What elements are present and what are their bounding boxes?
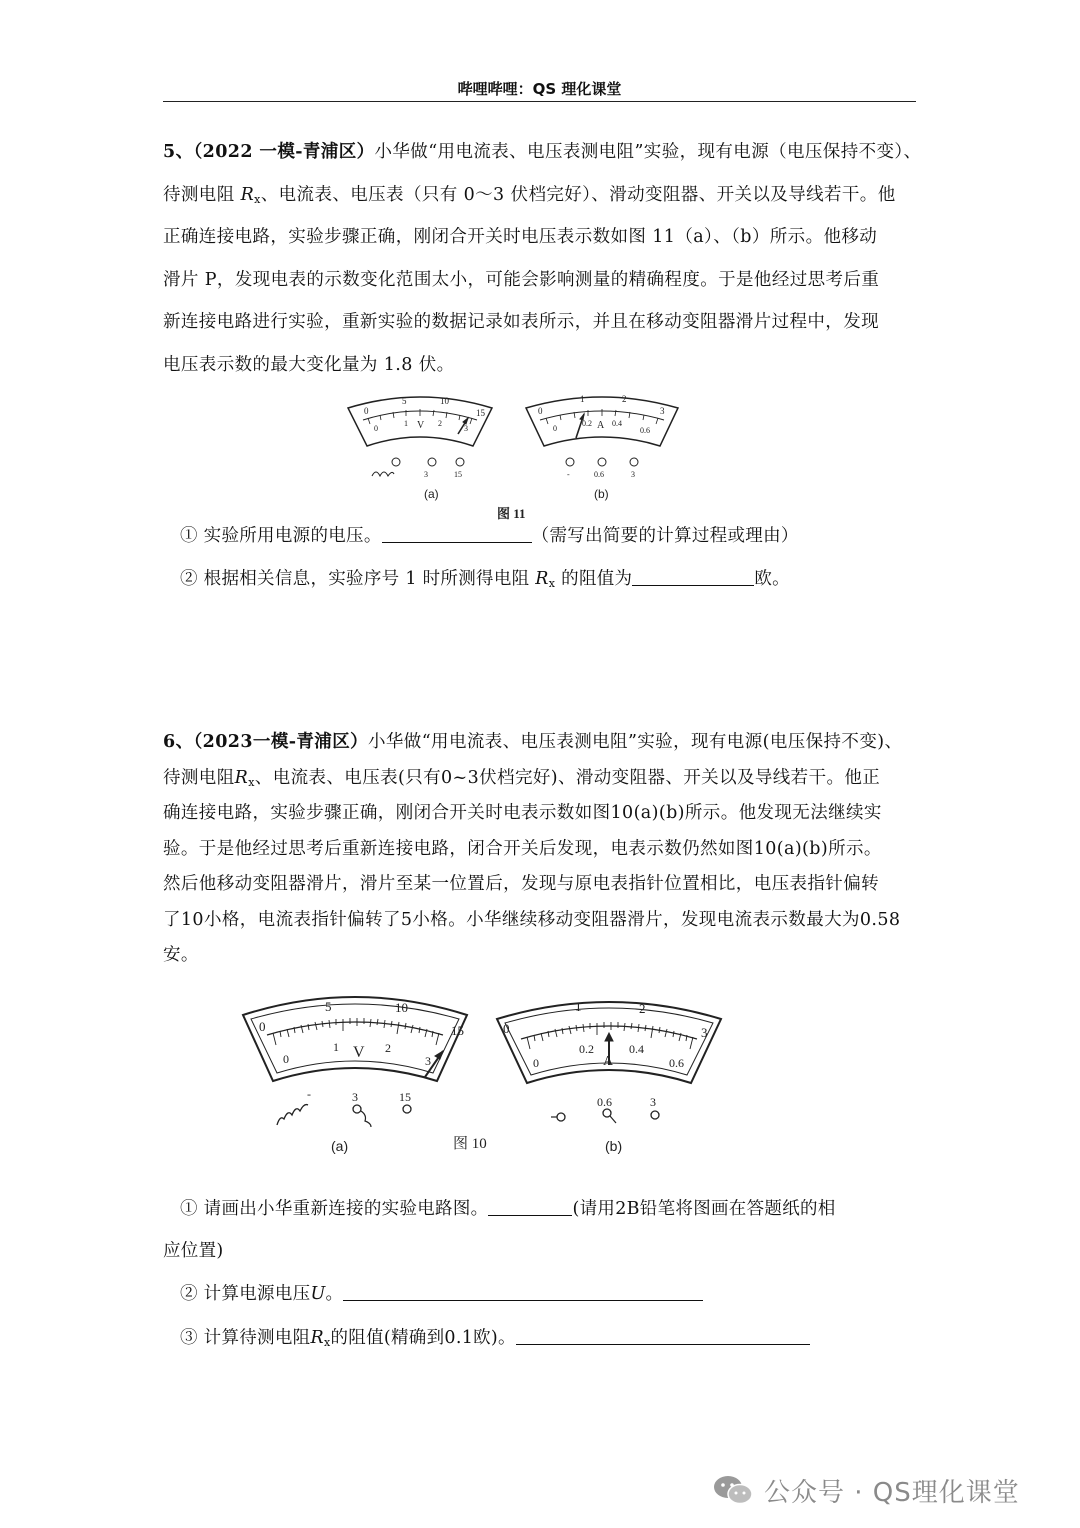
q6-line-5: 然后他移动变阻器滑片，滑片至某一位置后，发现与原电表指针位置相比，电压表指针偏转 bbox=[163, 874, 879, 894]
q5-text-1: 小华做“用电流表、电压表测电阻”实验，现有电源（电压保持不变）、 bbox=[374, 142, 922, 162]
q6-line-6: 了10小格，电流表指针偏转了5小格。小华继续移动变阻器滑片，发现电流表示数最大为0.58 bbox=[163, 909, 901, 930]
a-b-bot-02: 0.2 bbox=[582, 419, 592, 428]
watermark-text: 公众号 · QS理化课堂 bbox=[764, 1477, 1020, 1508]
q5-sub2-x: x bbox=[548, 577, 556, 590]
v-a-bot-1: 1 bbox=[404, 419, 408, 428]
v-a-term-15: 15 bbox=[454, 470, 462, 479]
q6-text-2b: 、电流表、电压表(只有0~3伏档完好)、滑动变阻器、开关以及导线若干。他正 bbox=[254, 767, 881, 788]
v-symbol: V bbox=[353, 1044, 365, 1061]
v-a-top-10: 10 bbox=[440, 396, 449, 406]
q6-sub2-blank[interactable] bbox=[343, 1284, 703, 1301]
a-term-06: 0.6 bbox=[597, 1095, 612, 1109]
fig11-a-label: (a) bbox=[424, 487, 439, 501]
q6-line-3: 确连接电路，实验步骤正确，刚闭合开关时电表示数如图10(a)(b)所示。他发现无法继续实 bbox=[163, 803, 882, 823]
v-top-15: 15 bbox=[451, 1023, 464, 1038]
q5-sub2 bbox=[180, 565, 790, 590]
q5-rx-subscript: x bbox=[254, 192, 261, 206]
v-a-bot-3: 3 bbox=[464, 424, 468, 433]
a-b-top-2: 2 bbox=[622, 394, 627, 404]
voltmeter-a bbox=[243, 997, 467, 1154]
q6-rx-subscript: x bbox=[248, 775, 255, 789]
q6-sub3-blank[interactable] bbox=[516, 1328, 810, 1345]
q6-stem bbox=[163, 725, 918, 974]
q5-sub2-text: ② 根据相关信息，实验序号 1 时所测得电阻 bbox=[180, 569, 536, 589]
v-a-top-15: 15 bbox=[476, 408, 485, 418]
q6-sub1-text: ① 请画出小华重新连接的实验电路图。 bbox=[180, 1199, 489, 1219]
a-b-term-neg: - bbox=[567, 470, 570, 479]
q5-sub2-mid: 的阻值为 bbox=[555, 569, 633, 589]
a-b-term-3: 3 bbox=[631, 470, 635, 479]
v-top-0: 0 bbox=[259, 1019, 266, 1034]
q5-sub2-suffix: 欧。 bbox=[754, 569, 790, 589]
v-bot-3: 3 bbox=[425, 1054, 431, 1068]
q6-text-1: 小华做“用电流表、电压表测电阻”实验，现有电源(电压保持不变)、 bbox=[368, 732, 903, 752]
a-symbol: A bbox=[603, 1054, 614, 1069]
q6-sub2-u: U bbox=[310, 1284, 326, 1304]
q5-sub1-text: ① 实验所用电源的电压。 bbox=[180, 526, 382, 546]
a-b-symbol: A bbox=[597, 420, 605, 431]
voltmeter-a bbox=[348, 396, 492, 501]
ammeter-b bbox=[497, 999, 721, 1154]
fig10-b-label: (b) bbox=[605, 1138, 623, 1154]
q5-number: 5、（2022 一模-青浦区） bbox=[163, 142, 375, 162]
a-b-top-3: 3 bbox=[660, 406, 665, 416]
q6-line-7: 安。 bbox=[163, 945, 199, 965]
q6-text-2a: 待测电阻 bbox=[163, 767, 235, 788]
q6-line-2 bbox=[163, 761, 918, 797]
q6-sub1 bbox=[180, 1195, 836, 1220]
q6-sub1-cont: 应位置) bbox=[163, 1241, 224, 1261]
a-term-3: 3 bbox=[650, 1095, 656, 1109]
figure-11 bbox=[340, 388, 690, 523]
q6-sub3 bbox=[180, 1324, 810, 1349]
a-top-0: 0 bbox=[503, 1021, 510, 1036]
a-top-1: 1 bbox=[575, 999, 582, 1014]
v-a-top-0: 0 bbox=[364, 406, 369, 416]
figure-10 bbox=[235, 985, 735, 1155]
q6-sub2 bbox=[180, 1280, 703, 1305]
v-bot-2: 2 bbox=[385, 1041, 391, 1055]
q6-sub3-text: ③ 计算待测电阻 bbox=[180, 1328, 311, 1348]
q5-line-1 bbox=[163, 131, 922, 174]
v-term-3: 3 bbox=[352, 1090, 358, 1104]
v-top-5: 5 bbox=[325, 999, 332, 1014]
q5-sub2-blank[interactable] bbox=[632, 569, 754, 586]
q5-line-2 bbox=[163, 174, 918, 217]
q5-line-3: 正确连接电路，实验步骤正确，刚闭合开关时电压表示数如图 11（a）、（b）所示。他移动 bbox=[163, 227, 878, 247]
a-bot-04: 0.4 bbox=[629, 1042, 644, 1056]
q6-number: 6、（2023一模-青浦区） bbox=[163, 732, 368, 752]
a-b-term-06: 0.6 bbox=[594, 470, 604, 479]
q6-line-1 bbox=[163, 725, 918, 761]
q6-sub2-suffix: 。 bbox=[325, 1284, 344, 1304]
q5-stem bbox=[163, 131, 922, 386]
v-term-neg: - bbox=[307, 1087, 311, 1101]
a-bot-06: 0.6 bbox=[669, 1056, 684, 1070]
fig10-caption: 图 10 bbox=[453, 1136, 487, 1152]
q5-sub1-suffix: （需写出简要的计算过程或理由） bbox=[531, 526, 799, 546]
q5-line-6: 电压表示数的最大变化量为 1.8 伏。 bbox=[163, 354, 455, 375]
v-top-10: 10 bbox=[395, 1000, 408, 1015]
a-b-top-1: 1 bbox=[580, 394, 585, 404]
v-a-top-5: 5 bbox=[402, 396, 407, 406]
q6-line-4: 验。于是他经过思考后重新连接电路，闭合开关后发现，电表示数仍然如图10(a)(b)所示。 bbox=[163, 838, 882, 859]
header-rule bbox=[163, 101, 916, 102]
v-bot-0: 0 bbox=[283, 1052, 289, 1066]
v-a-term-3: 3 bbox=[424, 470, 428, 479]
fig10-a-label: (a) bbox=[331, 1138, 349, 1154]
a-b-bot-04: 0.4 bbox=[612, 419, 622, 428]
q6-sub3-suffix: 的阻值(精确到0.1欧)。 bbox=[330, 1328, 516, 1348]
q5-sub1 bbox=[180, 522, 799, 547]
q5-line-4: 滑片 P，发现电表的示数变化范围太小，可能会影响测量的精确程度。于是他经过思考后重 bbox=[163, 269, 880, 290]
v-a-symbol: V bbox=[417, 420, 425, 431]
a-b-bot-0: 0 bbox=[553, 424, 557, 433]
q5-text-2b: 、电流表、电压表（只有 0～3 伏档完好）、滑动变阻器、开关以及导线若干。他 bbox=[260, 184, 896, 205]
q5-text-2a: 待测电阻 bbox=[163, 184, 241, 205]
fig11-caption: 图 11 bbox=[497, 506, 526, 521]
v-term-15: 15 bbox=[399, 1090, 411, 1104]
ammeter-b bbox=[526, 394, 678, 501]
q5-sub1-blank[interactable] bbox=[382, 526, 532, 543]
a-top-3: 3 bbox=[701, 1025, 708, 1040]
q6-sub3-r: R bbox=[310, 1328, 324, 1348]
a-b-top-0: 0 bbox=[538, 406, 543, 416]
a-b-bot-06: 0.6 bbox=[640, 426, 650, 435]
q6-sub1-suffix: (请用2B铅笔将图画在答题纸的相 bbox=[572, 1199, 836, 1219]
a-top-2: 2 bbox=[639, 1001, 646, 1016]
watermark bbox=[712, 1470, 1020, 1510]
page-header: 哔哩哔哩：QS 理化课堂 bbox=[457, 80, 622, 98]
q5-line-5: 新连接电路进行实验，重新实验的数据记录如表所示，并且在移动变阻器滑片过程中，发现 bbox=[163, 312, 879, 332]
a-bot-02: 0.2 bbox=[579, 1042, 594, 1056]
q6-rx-symbol: R bbox=[234, 767, 249, 788]
q6-sub2-text: ② 计算电源电压 bbox=[180, 1284, 311, 1304]
a-bot-0: 0 bbox=[533, 1056, 539, 1070]
q5-rx-symbol: R bbox=[240, 184, 255, 205]
fig11-b-label: (b) bbox=[594, 487, 609, 501]
v-a-bot-0: 0 bbox=[374, 424, 378, 433]
q6-sub3-x: x bbox=[323, 1336, 331, 1349]
wechat-icon bbox=[712, 1473, 754, 1507]
q5-sub2-r: R bbox=[535, 569, 549, 589]
v-a-bot-2: 2 bbox=[438, 419, 442, 428]
q6-sub1-blank[interactable] bbox=[488, 1199, 572, 1216]
v-bot-1: 1 bbox=[333, 1040, 339, 1054]
